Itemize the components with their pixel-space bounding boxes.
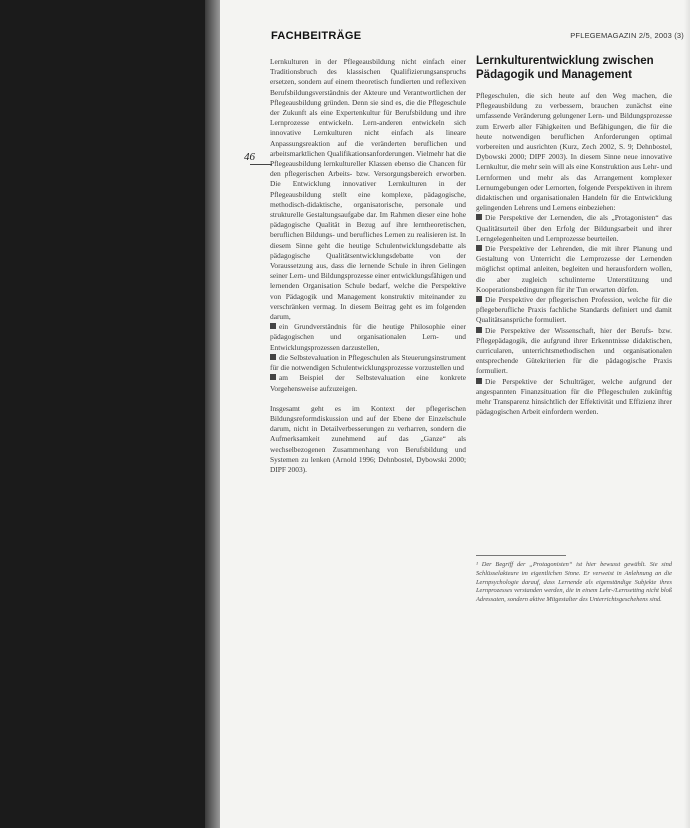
square-bullet-icon [476, 245, 482, 251]
page-right-edge-shade [684, 0, 690, 828]
footnote: ¹ Der Begriff der „Protagonisten“ ist hier bewusst gewählt. Sie sind Schlüsselakteure im eigentlichen Sinne. Er verweist in Anlehnung an die Lernpsychologie darauf, dass Lernende als eigenständige Subjekte ihres Lernprozesses verstanden werden, die in einem Lehr-/Lernsetting nicht bloß Adressaten, sondern aktive Mitgestalter des Unterrichtsgeschehens sind. [476, 561, 672, 604]
document-page [220, 0, 690, 828]
left-column [270, 57, 466, 475]
left-bullet-item: die Selbstevaluation in Pflegeschulen als Steuerungsinstrument für die notwendigen Schulentwicklungsprozesse vorzustellen und [270, 352, 466, 373]
page-number: 46 [244, 151, 255, 163]
square-bullet-icon [270, 374, 276, 380]
section-title: Lernkulturentwicklung zwischen Pädagogik und Management [476, 55, 654, 81]
right-bullet-item: Die Perspektive der Lehrenden, die mit ihrer Planung und Gestaltung von Unterricht die Lernprozesse der Lernenden möglichst optimal anleiten, begleiten und herausfordern wollen, die aber zugleich schulinterne Unterstützung und Kooperationsbedingungen für ihr Tun erwarten dürfen. [476, 244, 672, 294]
running-header: PFLEGEMAGAZIN 2/5, 2003 (3) [570, 31, 684, 40]
page-number-rule [250, 164, 272, 165]
left-bullet-item: ein Grundverständnis für die heutige Philosophie einer pädagogischen und organisationalen Lern- und Entwicklungsprozessen darzustellen, [270, 322, 466, 352]
right-bullet-item: Die Perspektive der Lernenden, die als „Protagonisten“ das Qualitätsurteil über den Erfolg der Bildungsarbeit und ihrer Lerngelegenheiten und Lernprozesse beurteilen. [476, 213, 672, 243]
right-intro-paragraph: Pflegeschulen, die sich heute auf den Weg machen, die Pflegeausbildung zu verbessern, brauchen zunächst eine umfassende Veränderung gelungener Lern- und Bildungsprozesse zum Erwerb aller Fähigkeiten und Befähigungen, die für die heute notwendigen beruflichen Anforderungen optimal vorbereiten und ausrichten (Kurz, Zech 2002, S. 9; Dehnbostel, Dybowski 2000; DIPF 2003). In diesem Sinne neue innovative Lernkultur, die mehr sein will als eine Konstruktion aus Lehr- und Lernformen und mehr als das Arrangement komplexer Lernumgebungen oder Lernorten, folgende Perspektiven in ihrem didaktischen und organisationalen Handeln für die Entwicklung gelingenden Lehrens und Lernens einbeziehen: [476, 91, 672, 213]
footnote-rule [476, 555, 566, 556]
right-column [476, 91, 672, 418]
left-paragraph-1: Lernkulturen in der Pflegeausbildung nicht einfach einer Traditionsbruch des klassischen Qualifizierungsanspruchs ersetzen, sondern auf einem theoretisch fundierten und reflexiven Berufsbildungsverständnis der Akteure und Verantwortlichen der Pflegeausbildung gründen. Denn sie sind es, die die Pflegeschule der Zukunft als eine Expertenkultur für Berufsbildung und ihre Lernprozesse entwickeln. Lern-anderen entwickeln sich innovative Lernkulturen nicht einfach als lineare Anpassungsreaktion auf die veränderten beruflichen und arbeitsmarktlichen Qualifikationsanforderungen. Vielmehr hat die Pflegeausbildung lernkultureller Klassen ebenso die Chancen für den pflegerischen Arbeits- bzw. Versorgungsbereich erworben. Die Entwicklung innovativer Lernkulturen in der Pflegeausbildung stellt eine komplexe, pädagogische, methodisch-didaktische, organisatorische, personale und strukturelle Gestaltungsaufgabe dar. Im Rahmen dieser eine hohe pädagogische Qualität in Bezug auf ihre lerntheoretischen, beruflichen Bildungs- und berufliches Lernen zu realisieren ist. In diesem Sinne geht die heutige Schulentwicklungsdebatte als pädagogische Qualitätsentwicklungsdebatte von der Voraussetzung aus, dass die lernende Schule in ihren Gelingen seiner Lern- und Bildungsprozesse einer entwicklungsfähigen und lernenden Organisation Schule bedarf, welche die Perspektive von Pädagogik und Management konstruktiv miteinander zu verschränken vermag. In diesem Beitrag geht es im folgenden darum, [270, 57, 466, 322]
square-bullet-icon [476, 214, 482, 220]
square-bullet-icon [476, 378, 482, 384]
left-paragraph-2: Insgesamt geht es im Kontext der pflegerischen Bildungsreformdiskussion und auf der Ebene der Einzelschule darum, nicht in Detailverbesserungen zu verharren, sondern die Aufmerksamkeit zunehmend auf das „Ganze“ als wechselbezogenen Zusammenhang von Berufsbildung und Systemen zu lenken (Arnold 1996; Dehnbostel, Dybowski 2000; DIPF 2003). [270, 403, 466, 474]
right-bullet-item: Die Perspektive der Wissenschaft, hier der Berufs- bzw. Pflegepädagogik, die aufgrund ihrer Erkenntnisse didaktischen, curricularen, unterrichtsmethodischen und organisationalen entsprechende Gütekriterien für die pädagogische Praxis formuliert. [476, 325, 672, 376]
section-header: FACHBEITRÄGE [271, 30, 362, 42]
square-bullet-icon [270, 354, 276, 360]
square-bullet-icon [476, 296, 482, 302]
right-bullet-item: Die Perspektive der pflegerischen Profession, welche für die pflegeberufliche Praxis fachliche Standards definiert und damit Qualitätsansprüche formuliert. [476, 295, 672, 325]
right-bullet-item: Die Perspektive der Schulträger, welche aufgrund der angespannten Finanzsituation für die Pflegeschulen zukünftig mehr Transparenz hinsichtlich der Effektivität und Effizienz ihrer pädagogischen Arbeit einfordern werden. [476, 376, 672, 417]
square-bullet-icon [476, 327, 482, 333]
left-bullet-item: am Beispiel der Selbstevaluation eine konkrete Vorgehensweise aufzuzeigen. [270, 373, 466, 393]
scan-background-dark [0, 0, 205, 828]
scan-page-edge-shadow [205, 0, 220, 828]
square-bullet-icon [270, 323, 276, 329]
